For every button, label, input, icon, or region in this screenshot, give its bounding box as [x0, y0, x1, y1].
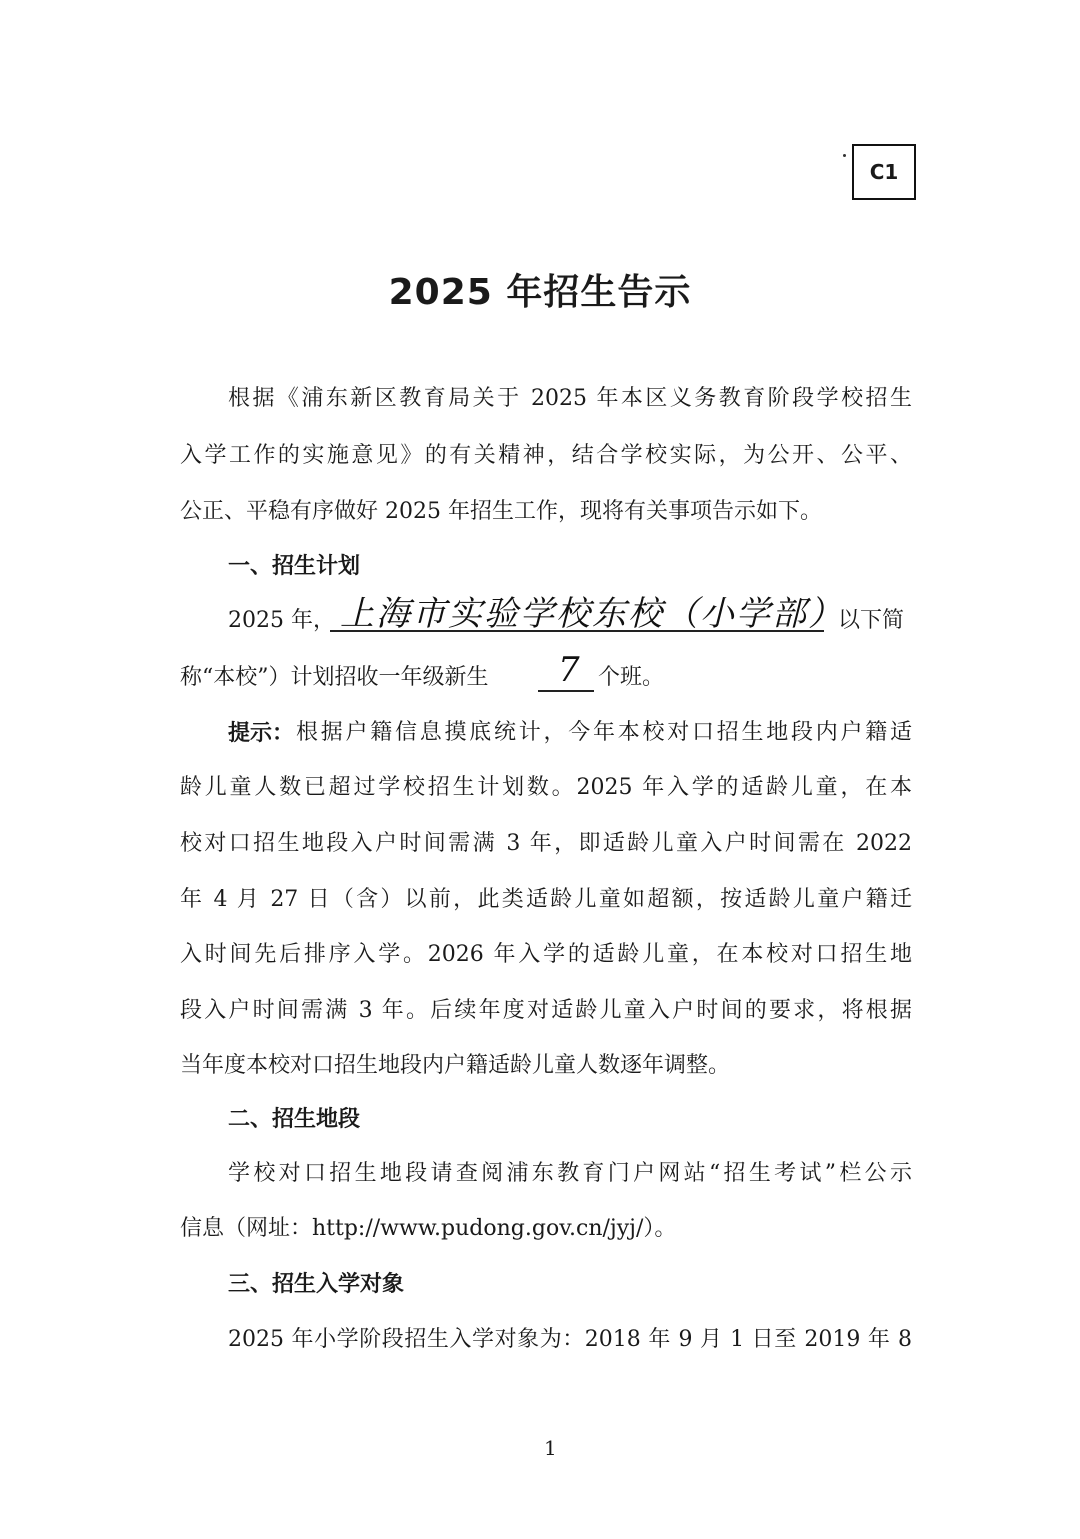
hint-line-7: 当年度本校对口招生地段内户籍适龄儿童人数逐年调整。 [180, 1053, 731, 1078]
plan-line-2-prefix: 称“本校”）计划招收一年级新生 [180, 665, 489, 690]
section-heading-district: 二、招生地段 [228, 1107, 361, 1132]
intro-line-3: 公正、平稳有序做好 2025 年招生工作，现将有关事项告示如下。 [180, 499, 822, 524]
hint-line-4: 年 4 月 27 日（含）以前，此类适龄儿童如超额，按适龄儿童户籍迁 [180, 887, 912, 912]
hint-label: 提示： [228, 720, 295, 746]
section-heading-eligibility: 三、招生入学对象 [228, 1272, 405, 1297]
hint-line-2: 龄儿童人数已超过学校招生计划数。2025 年入学的适龄儿童，在本 [180, 775, 912, 800]
class-count-handwritten: 7 [558, 650, 582, 690]
intro-line-1: 根据《浦东新区教育局关于 2025 年本区义务教育阶段学校招生 [228, 386, 912, 411]
class-count-fill-line [538, 690, 594, 692]
hint-line-3: 校对口招生地段入户时间需满 3 年，即适龄儿童入户时间需在 2022 [180, 831, 912, 856]
document-code-box: C1 [852, 144, 916, 200]
page-number: 1 [544, 1436, 557, 1460]
intro-line-2: 入学工作的实施意见》的有关精神，结合学校实际，为公开、公平、 [180, 443, 912, 468]
section-heading-plan: 一、招生计划 [228, 554, 361, 579]
hint-line-6: 段入户时间需满 3 年。后续年度对适龄儿童入户时间的要求，将根据 [180, 998, 912, 1023]
district-line-2: 信息（网址：http://www.pudong.gov.cn/jyj/）。 [180, 1216, 677, 1241]
plan-line-1-suffix: 以下简 [838, 608, 905, 633]
document-title: 2025 年招生告示 [388, 272, 692, 313]
scan-dot [843, 154, 846, 157]
plan-line-1-prefix: 2025 年， [228, 608, 335, 633]
hint-line-5: 入时间先后排序入学。2026 年入学的适龄儿童，在本校对口招生地 [180, 942, 912, 967]
hint-line-1: 根据户籍信息摸底统计，今年本校对口招生地段内户籍适 [296, 720, 912, 745]
school-name-handwritten: 上海市实验学校东校（小学部） [340, 594, 844, 634]
district-line-1: 学校对口招生地段请查阅浦东教育门户网站“招生考试”栏公示 [228, 1161, 912, 1186]
plan-line-2-suffix: 个班。 [598, 665, 665, 690]
eligibility-line-1: 2025 年小学阶段招生入学对象为：2018 年 9 月 1 日至 2019 年 8 [228, 1327, 912, 1352]
